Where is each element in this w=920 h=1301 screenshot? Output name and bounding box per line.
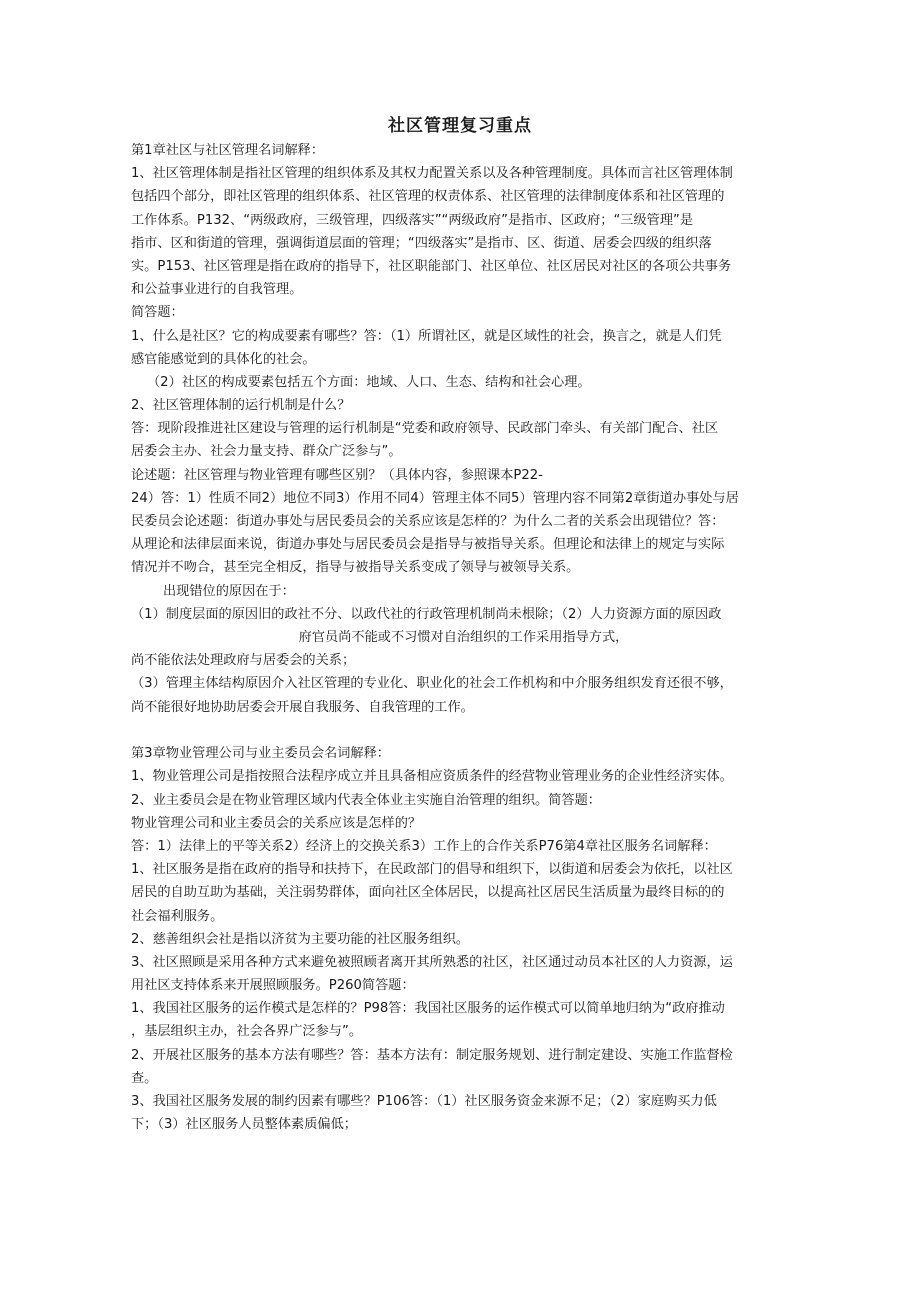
page-title: 社区管理复习重点 [388,116,532,136]
text-line: 1、社区服务是指在政府的指导和扶持下，在民政部门的倡导和组织下，以街道和居委会为依托，以社区 [131,862,733,878]
text-line: （1）制度层面的原因旧的政社不分、以政代社的行政管理机制尚未根除；（2）人力资源方面的原因政 [131,606,722,622]
text-line: 查。 [131,1070,158,1086]
text-line: 尚不能依法处理政府与居委会的关系； [131,653,356,669]
text-line: 2、业主委员会是在物业管理区域内代表全体业主实施自治管理的组织。简答题： [131,792,601,808]
text-line: 3、社区照顾是采用各种方式来避免被照顾者离开其所熟悉的社区，社区通过动员本社区的人力资源，运 [131,954,733,970]
text-line: 府官员尚不能或不习惯对自治组织的工作采用指导方式， [298,629,629,645]
document-body [131,139,796,1136]
text-line: 用社区支持体系来开展照顾服务。P260简答题： [131,978,415,994]
text-line: 和公益事业进行的自我管理。 [131,282,303,298]
text-line: 下；（3）社区服务人员整体素质偏低； [131,1117,357,1133]
text-line: 居委会主办、社会力量支持、群众广泛参与”。 [131,444,402,460]
text-line: （2）社区的构成要素包括五个方面：地域、人口、生态、结构和社会心理。 [147,374,591,390]
text-line: 第3章物业管理公司与业主委员会名词解释： [131,746,390,762]
text-line: 社会福利服务。 [131,908,224,924]
text-line: 1、什么是社区？它的构成要素有哪些？答：（1）所谓社区，就是区域性的社会，换言之，就是人们凭 [131,328,722,344]
text-line: 从理论和法律层面来说，街道办事处与居民委员会是指导与被指导关系。但理论和法律上的规定与实际 [131,537,725,553]
text-line: 指市、区和街道的管理，强调街道层面的管理；“四级落实”是指市、区、街道、居委会四级的组织落 [131,235,712,251]
text-line: 第1章社区与社区管理名词解释： [131,143,325,158]
text-line: 简答题： [131,305,184,321]
text-line: ，基层组织主办，社会各界广泛参与”。 [131,1024,363,1040]
text-line: 1、社区管理体制是指社区管理的组织体系及其权力配置关系以及各种管理制度。具体而言社区管理体制 [131,166,733,182]
text-line: 论述题：社区管理与物业管理有哪些区别？（具体内容，参照课本P22- [131,467,543,483]
text-line: 24）答：1）性质不同2）地位不同3）作用不同4）管理主体不同5）管理内容不同第2章街道办事处与居 [131,490,739,506]
text-line: 1、我国社区服务的运作模式是怎样的？P98答：我国社区服务的运作模式可以简单地归纳为“政府推动 [131,1001,725,1017]
text-line: 实。P153、社区管理是指在政府的指导下，社区职能部门、社区单位、社区居民对社区的各项公共事务 [131,258,732,274]
text-line: 答：现阶段推进社区建设与管理的运行机制是“党委和政府领导、民政部门牵头、有关部门配合、社区 [131,421,719,437]
text-line: 感官能感觉到的具体化的社会。 [131,351,316,367]
text-line: 3、我国社区服务发展的制约因素有哪些？P106答：（1）社区服务资金来源不足；（2）家庭购买力低 [131,1094,717,1109]
text-line: 包括四个部分，即社区管理的组织体系、社区管理的权责体系、社区管理的法律制度体系和社区管理的 [131,189,725,205]
text-line: 民委员会论述题：街道办事处与居民委员会的关系应该是怎样的？为什么二者的关系会出现错位？答： [131,514,725,529]
text-line: 1、物业管理公司是指按照合法程序成立并且具备相应资质条件的经营物业管理业务的企业性经济实体。 [131,769,733,785]
text-line: 2、慈善组织会社是指以济贫为主要功能的社区服务组织。 [131,931,470,947]
text-line: 居民的自助互助为基础，关注弱势群体，面向社区全体居民，以提高社区居民生活质量为最终目标的的 [131,885,725,901]
text-line: 物业管理公司和业主委员会的关系应该是怎样的？ [131,815,422,831]
text-line: （3）管理主体结构原因介入社区管理的专业化、职业化的社会工作机构和中介服务组织发育还很不够， [131,676,733,692]
text-line: 尚不能很好地协助居委会开展自我服务、自我管理的工作。 [131,699,474,715]
paragraph-gap [131,719,796,743]
text-line: 2、社区管理体制的运行机制是什么？ [131,398,351,414]
text-line: 答：1）法律上的平等关系2）经济上的交换关系3）工作上的合作关系P76第4章社区服务名词解释： [131,838,717,854]
text-line: 工作体系。P132、“两级政府，三级管理，四级落实”“两级政府”是指市、区政府；“三级管理”是 [131,212,694,228]
text-line: 出现错位的原因在于： [163,583,295,599]
text-line: 情况并不吻合，甚至完全相反，指导与被指导关系变成了领导与被领导关系。 [131,560,580,576]
text-line: 2、开展社区服务的基本方法有哪些？答：基本方法有：制定服务规划、进行制定建设、实施工作监督检 [131,1047,733,1063]
